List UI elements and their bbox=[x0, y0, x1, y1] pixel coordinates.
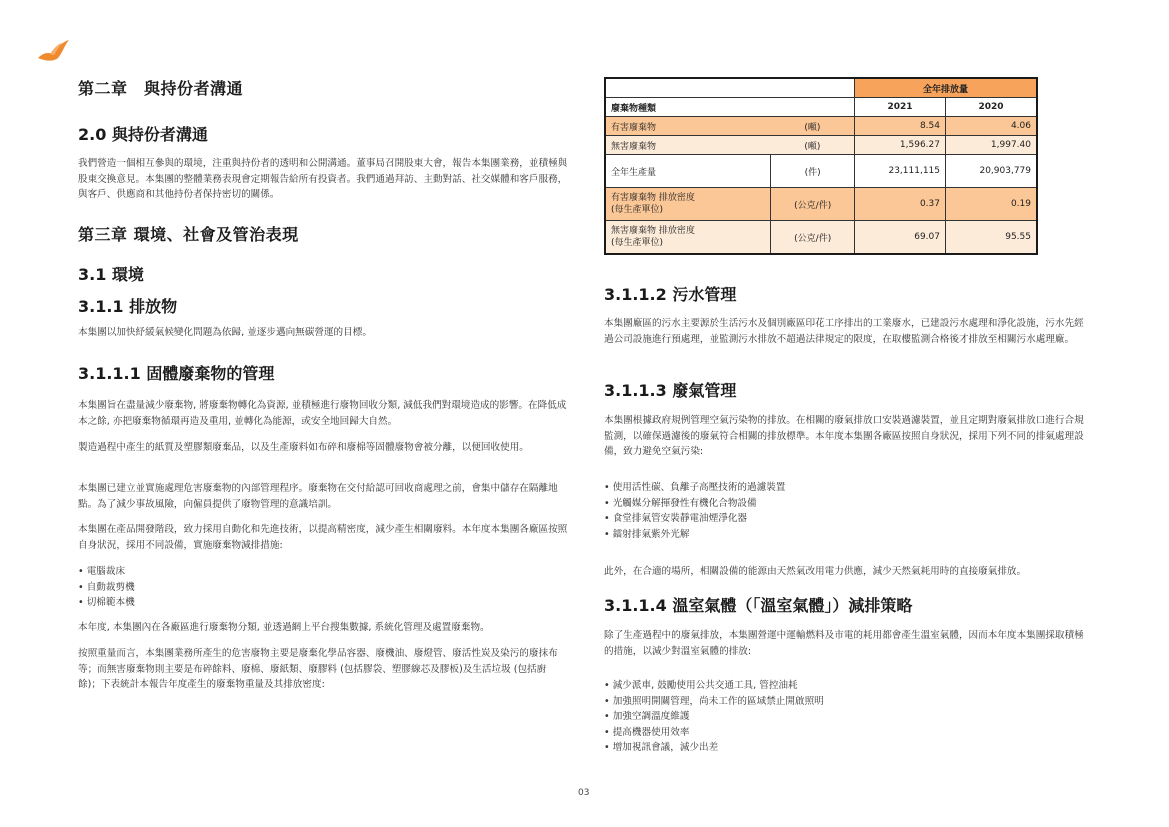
annual-emissions-header: 全年排放量 bbox=[855, 78, 1038, 98]
exhaust-paragraph: 本集團根據政府規例管理空氣污染物的排放。在相關的廢氣排放口安裝過濾裝置，並且定期對廢氣排放口進行合規監測，以確保過濾後的廢氣符合相關的排放標準。本年度本集團各廠區按照自身狀況，採用下列不同的排氣處理設備，致力避免空氣污染: bbox=[604, 415, 1084, 457]
section-3-1-1-2-title: 3.1.1.2 污水管理 bbox=[604, 285, 737, 304]
row-value-2021: 8.54 bbox=[855, 117, 946, 136]
section-3-1-1-4-title: 3.1.1.4 溫室氣體（「溫室氣體」）減排策略 bbox=[604, 596, 913, 615]
row-value-2020: 1,997.40 bbox=[946, 136, 1038, 155]
row-unit: (公克/件) bbox=[771, 188, 855, 221]
table-row bbox=[605, 136, 1037, 155]
ghg-paragraph: 除了生產過程中的廢氣排放，本集團營運中運輸燃料及市電的耗用都會產生溫室氣體，因而本年度本集團採取積極的措施，以減少對溫室氣體的排放: bbox=[604, 630, 1084, 657]
year-2021-header: 2021 bbox=[855, 98, 946, 117]
row-value-2021: 1,596.27 bbox=[855, 136, 946, 155]
exhaust-paragraph-2: 此外，在合適的場所，相關設備的能源由天然氣改用電力供應，減少天然氣耗用時的直接廢氣排放。 bbox=[604, 566, 1027, 577]
list-item: • 自動裁剪機 bbox=[78, 580, 135, 596]
year-2020-header: 2020 bbox=[946, 98, 1038, 117]
row-unit: (件) bbox=[771, 155, 855, 188]
list-item: • 減少派車, 鼓勵使用公共交通工具, 管控油耗 bbox=[604, 678, 824, 694]
waste-emissions-table bbox=[604, 77, 1038, 255]
row-label-line-2: (每生產單位) bbox=[611, 238, 664, 248]
list-item: • 增加視訊會議，減少出差 bbox=[604, 740, 824, 756]
row-label bbox=[605, 188, 771, 221]
solid-waste-paragraph-3: 本集團已建立並實施處理危害廢棄物的內部管理程序。廢棄物在交付給認可回收商處理之前，會集中儲存在隔離地點。為了減少事故風險，向僱員提供了廢物管理的意識培訓。 bbox=[78, 483, 558, 510]
section-3-1-1-title: 3.1.1 排放物 bbox=[78, 297, 178, 316]
solid-waste-paragraph-1: 本集團旨在盡量減少廢棄物, 將廢棄物轉化為資源, 並積極進行廢物回收分類, 減低我們對環境造成的影響。在降低成本之餘, 亦把廢棄物循環再造及重用, 並轉化為能源，或安全地回歸大自然。 bbox=[78, 400, 567, 427]
section-3-1-title: 3.1 環境 bbox=[78, 265, 144, 284]
ghg-measures-list bbox=[604, 678, 824, 756]
list-item: • 加強空調溫度維護 bbox=[604, 709, 824, 725]
page-number: 03 bbox=[578, 788, 590, 798]
list-item: • 光觸媒分解揮發性有機化合物設備 bbox=[604, 496, 785, 512]
solid-waste-paragraph-6: 按照重量而言，本集團業務所產生的危害廢物主要是廢棄化學品容器、廢機油、廢燈管、廢活性炭及染污的廢抹布等；而無害廢棄物則主要是布碎餘料、廢棉、廢紙類、廢膠料 (包括膠袋、塑膠線芯及膠板)及生活垃圾 (包括廚餘)；下表統計本報告年度產生的廢棄物重量及其排放密度: bbox=[78, 648, 558, 690]
list-item: • 切棉範本機 bbox=[78, 595, 135, 611]
row-label-line-1: 有害廢棄物 排放密度 bbox=[611, 193, 695, 203]
row-value-2021: 0.37 bbox=[855, 188, 946, 221]
section-2-0-title: 2.0 與持份者溝通 bbox=[78, 125, 208, 144]
list-item: • 鐳射排氣紫外光解 bbox=[604, 527, 785, 543]
row-value-2020: 95.55 bbox=[946, 221, 1038, 255]
section-3-1-1-1-title: 3.1.1.1 固體廢棄物的管理 bbox=[78, 364, 275, 383]
table-row bbox=[605, 188, 1037, 221]
row-value-2020: 0.19 bbox=[946, 188, 1038, 221]
section-3-1-1-3-title: 3.1.1.3 廢氣管理 bbox=[604, 381, 737, 400]
row-value-2021: 23,111,115 bbox=[855, 155, 946, 188]
list-item: • 食堂排氣管安裝靜電油煙淨化器 bbox=[604, 511, 785, 527]
row-label: 全年生產量 bbox=[605, 155, 771, 188]
table-row bbox=[605, 155, 1037, 188]
sewage-paragraph: 本集團廠區的污水主要源於生活污水及個別廠區印花工序排出的工業廢水，已建設污水處理和淨化設施，污水先經過公司設施進行預處理，並監測污水排放不超過法律規定的限度，在取樓監測合格後才排放至相關污水處理廠。 bbox=[604, 318, 1084, 345]
row-value-2020: 4.06 bbox=[946, 117, 1038, 136]
row-label-line-2: (每生產單位) bbox=[611, 205, 664, 215]
row-unit: (噸) bbox=[771, 136, 855, 155]
section-3-1-1-paragraph: 本集團以加快紓緩氣候變化問題為依歸, 並逐步邁向無碳營運的目標。 bbox=[78, 327, 372, 338]
row-label: 有害廢棄物 bbox=[605, 117, 771, 136]
solid-waste-paragraph-4: 本集團在產品開發階段，致力採用自動化和先進技術，以提高精密度，減少產生相關廢料。本年度本集團各廠區按照自身狀況，採用不同設備，實施廢棄物減排措施: bbox=[78, 524, 568, 551]
solid-waste-paragraph-5: 本年度, 本集團內在各廠區進行廢棄物分類, 並透過網上平台搜集數據, 系統化管理及處置廢棄物。 bbox=[78, 622, 490, 633]
solid-waste-paragraph-2: 製造過程中產生的紙質及塑膠類廢棄品，以及生產廢料如布碎和廢棉等固體廢物會被分離，以便回收使用。 bbox=[78, 442, 529, 453]
list-item: • 使用活性碳、負離子高壓技術的過濾裝置 bbox=[604, 480, 785, 496]
waste-type-header: 廢棄物種類 bbox=[605, 98, 855, 117]
table-row bbox=[605, 221, 1037, 255]
row-label-line-1: 無害廢棄物 排放密度 bbox=[611, 226, 695, 236]
row-value-2021: 69.07 bbox=[855, 221, 946, 255]
row-label bbox=[605, 221, 771, 255]
row-unit: (公克/件) bbox=[771, 221, 855, 255]
exhaust-equipment-list bbox=[604, 480, 785, 542]
table-row bbox=[605, 117, 1037, 136]
row-unit: (噸) bbox=[771, 117, 855, 136]
chapter-3-title: 第三章 環境、社會及管治表現 bbox=[78, 225, 299, 244]
section-2-0-paragraph: 我們營造一個相互參與的環境，注重與持份者的透明和公開溝通。董事局召開股東大會，報告本集團業務，並積極與股東交換意見。本集團的整體業務表現會定期報告給所有投資者。我們通過拜訪、主動對話、社交媒體和客戶服務，與客戶、供應商和其他持份者保持密切的關係。 bbox=[78, 158, 568, 200]
chapter-2-title: 第二章 與持份者溝通 bbox=[78, 79, 244, 98]
row-label: 無害廢棄物 bbox=[605, 136, 771, 155]
list-item: • 電腦裁床 bbox=[78, 564, 135, 580]
list-item: • 提高機器使用效率 bbox=[604, 725, 824, 741]
bird-logo-icon bbox=[36, 38, 72, 64]
list-item: • 加強照明開關管理，尚未工作的區域禁止開啟照明 bbox=[604, 694, 824, 710]
row-value-2020: 20,903,779 bbox=[946, 155, 1038, 188]
waste-equipment-list bbox=[78, 564, 135, 611]
